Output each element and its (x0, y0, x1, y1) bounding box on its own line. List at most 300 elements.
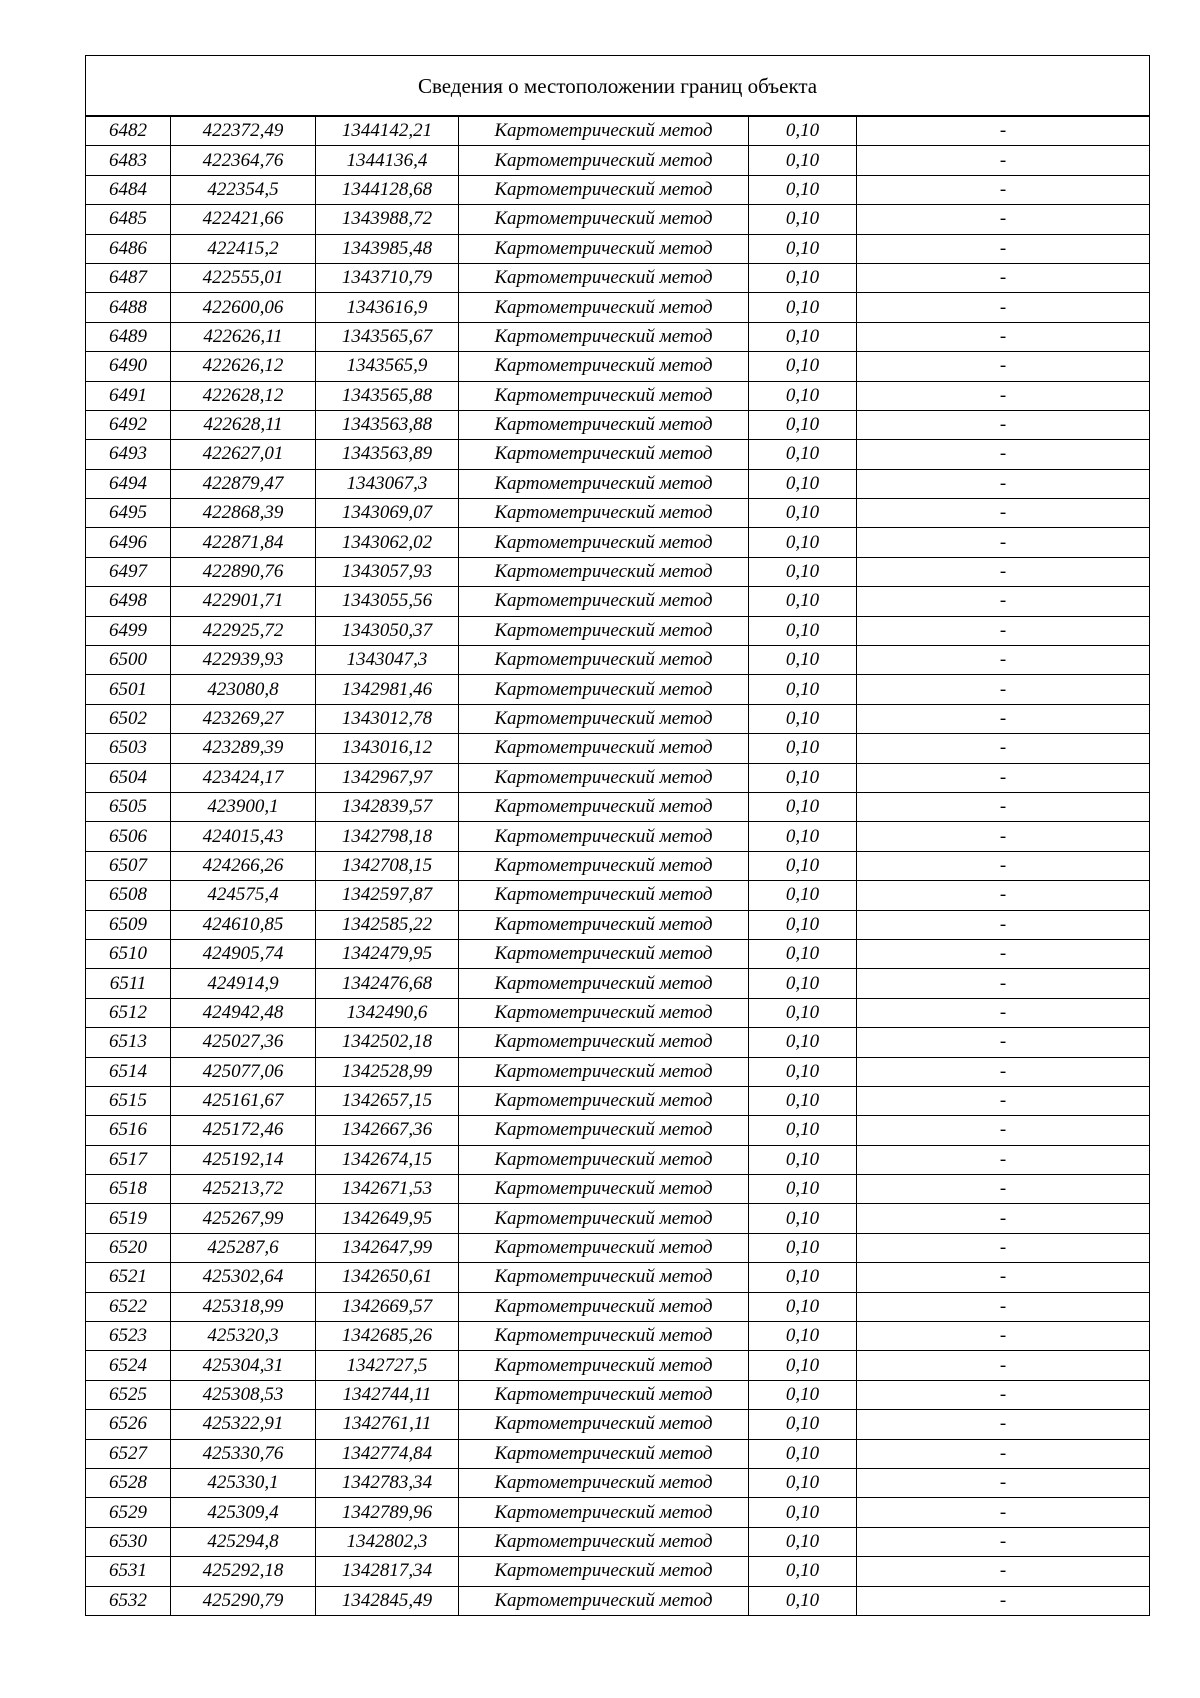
method-cell: Картометрический метод (459, 205, 749, 234)
description-cell: - (857, 263, 1150, 292)
point-number-cell: 6518 (86, 1175, 171, 1204)
point-number-cell: 6528 (86, 1468, 171, 1497)
description-cell: - (857, 910, 1150, 939)
y-coordinate-cell: 1342528,99 (316, 1057, 459, 1086)
table-row (86, 704, 1150, 733)
table-body (86, 56, 1150, 1616)
accuracy-cell: 0,10 (749, 675, 857, 704)
method-cell: Картометрический метод (459, 263, 749, 292)
accuracy-cell: 0,10 (749, 1175, 857, 1204)
table-row (86, 822, 1150, 851)
accuracy-cell: 0,10 (749, 440, 857, 469)
table-row (86, 1351, 1150, 1380)
method-cell: Картометрический метод (459, 704, 749, 733)
y-coordinate-cell: 1342774,84 (316, 1439, 459, 1468)
method-cell: Картометрический метод (459, 1322, 749, 1351)
table-row (86, 1028, 1150, 1057)
y-coordinate-cell: 1343563,88 (316, 410, 459, 439)
x-coordinate-cell: 422901,71 (171, 587, 316, 616)
method-cell: Картометрический метод (459, 1380, 749, 1409)
method-cell: Картометрический метод (459, 116, 749, 146)
accuracy-cell: 0,10 (749, 1586, 857, 1615)
method-cell: Картометрический метод (459, 1116, 749, 1145)
point-number-cell: 6483 (86, 146, 171, 175)
method-cell: Картометрический метод (459, 881, 749, 910)
x-coordinate-cell: 425318,99 (171, 1292, 316, 1321)
accuracy-cell: 0,10 (749, 998, 857, 1027)
y-coordinate-cell: 1342839,57 (316, 792, 459, 821)
description-cell: - (857, 1410, 1150, 1439)
table-row (86, 969, 1150, 998)
x-coordinate-cell: 425309,4 (171, 1498, 316, 1527)
accuracy-cell: 0,10 (749, 263, 857, 292)
accuracy-cell: 0,10 (749, 1028, 857, 1057)
table-row (86, 646, 1150, 675)
method-cell: Картометрический метод (459, 587, 749, 616)
x-coordinate-cell: 423289,39 (171, 734, 316, 763)
y-coordinate-cell: 1343067,3 (316, 469, 459, 498)
description-cell: - (857, 1116, 1150, 1145)
x-coordinate-cell: 425077,06 (171, 1057, 316, 1086)
x-coordinate-cell: 425330,76 (171, 1439, 316, 1468)
description-cell: - (857, 293, 1150, 322)
method-cell: Картометрический метод (459, 293, 749, 322)
point-number-cell: 6493 (86, 440, 171, 469)
table-row (86, 440, 1150, 469)
description-cell: - (857, 1175, 1150, 1204)
point-number-cell: 6525 (86, 1380, 171, 1409)
description-cell: - (857, 881, 1150, 910)
x-coordinate-cell: 425213,72 (171, 1175, 316, 1204)
description-cell: - (857, 792, 1150, 821)
y-coordinate-cell: 1343985,48 (316, 234, 459, 263)
x-coordinate-cell: 422626,12 (171, 352, 316, 381)
table-row (86, 1439, 1150, 1468)
y-coordinate-cell: 1342798,18 (316, 822, 459, 851)
table-row (86, 410, 1150, 439)
description-cell: - (857, 116, 1150, 146)
table-row (86, 1380, 1150, 1409)
description-cell: - (857, 528, 1150, 557)
table-row (86, 205, 1150, 234)
point-number-cell: 6500 (86, 646, 171, 675)
y-coordinate-cell: 1342802,3 (316, 1527, 459, 1556)
table-row (86, 1086, 1150, 1115)
accuracy-cell: 0,10 (749, 704, 857, 733)
point-number-cell: 6497 (86, 557, 171, 586)
y-coordinate-cell: 1342585,22 (316, 910, 459, 939)
description-cell: - (857, 1263, 1150, 1292)
table-row (86, 1468, 1150, 1497)
point-number-cell: 6495 (86, 499, 171, 528)
table-row (86, 293, 1150, 322)
table-row (86, 1322, 1150, 1351)
y-coordinate-cell: 1342597,87 (316, 881, 459, 910)
method-cell: Картометрический метод (459, 1439, 749, 1468)
point-number-cell: 6490 (86, 352, 171, 381)
y-coordinate-cell: 1342674,15 (316, 1145, 459, 1174)
accuracy-cell: 0,10 (749, 322, 857, 351)
point-number-cell: 6526 (86, 1410, 171, 1439)
description-cell: - (857, 1145, 1150, 1174)
point-number-cell: 6512 (86, 998, 171, 1027)
y-coordinate-cell: 1342817,34 (316, 1557, 459, 1586)
description-cell: - (857, 646, 1150, 675)
y-coordinate-cell: 1343016,12 (316, 734, 459, 763)
x-coordinate-cell: 425292,18 (171, 1557, 316, 1586)
accuracy-cell: 0,10 (749, 646, 857, 675)
description-cell: - (857, 381, 1150, 410)
accuracy-cell: 0,10 (749, 763, 857, 792)
x-coordinate-cell: 424266,26 (171, 851, 316, 880)
x-coordinate-cell: 424905,74 (171, 939, 316, 968)
description-cell: - (857, 763, 1150, 792)
table-row (86, 998, 1150, 1027)
accuracy-cell: 0,10 (749, 1145, 857, 1174)
x-coordinate-cell: 425304,31 (171, 1351, 316, 1380)
accuracy-cell: 0,10 (749, 1116, 857, 1145)
table-row (86, 1527, 1150, 1556)
y-coordinate-cell: 1343565,9 (316, 352, 459, 381)
point-number-cell: 6513 (86, 1028, 171, 1057)
description-cell: - (857, 1557, 1150, 1586)
x-coordinate-cell: 425290,79 (171, 1586, 316, 1615)
method-cell: Картометрический метод (459, 851, 749, 880)
x-coordinate-cell: 423269,27 (171, 704, 316, 733)
x-coordinate-cell: 422421,66 (171, 205, 316, 234)
point-number-cell: 6503 (86, 734, 171, 763)
accuracy-cell: 0,10 (749, 851, 857, 880)
method-cell: Картометрический метод (459, 440, 749, 469)
description-cell: - (857, 499, 1150, 528)
table-row (86, 557, 1150, 586)
method-cell: Картометрический метод (459, 763, 749, 792)
point-number-cell: 6531 (86, 1557, 171, 1586)
description-cell: - (857, 469, 1150, 498)
point-number-cell: 6492 (86, 410, 171, 439)
accuracy-cell: 0,10 (749, 1439, 857, 1468)
accuracy-cell: 0,10 (749, 1527, 857, 1556)
y-coordinate-cell: 1342761,11 (316, 1410, 459, 1439)
x-coordinate-cell: 422868,39 (171, 499, 316, 528)
method-cell: Картометрический метод (459, 410, 749, 439)
y-coordinate-cell: 1344142,21 (316, 116, 459, 146)
x-coordinate-cell: 425192,14 (171, 1145, 316, 1174)
table-row (86, 910, 1150, 939)
method-cell: Картометрический метод (459, 1204, 749, 1233)
description-cell: - (857, 616, 1150, 645)
y-coordinate-cell: 1342650,61 (316, 1263, 459, 1292)
x-coordinate-cell: 424914,9 (171, 969, 316, 998)
description-cell: - (857, 1233, 1150, 1262)
x-coordinate-cell: 422627,01 (171, 440, 316, 469)
y-coordinate-cell: 1342502,18 (316, 1028, 459, 1057)
x-coordinate-cell: 425302,64 (171, 1263, 316, 1292)
method-cell: Картометрический метод (459, 499, 749, 528)
table-title: Сведения о местоположении границ объекта (86, 56, 1150, 117)
accuracy-cell: 0,10 (749, 469, 857, 498)
x-coordinate-cell: 425267,99 (171, 1204, 316, 1233)
point-number-cell: 6498 (86, 587, 171, 616)
table-row (86, 1204, 1150, 1233)
table-row (86, 116, 1150, 146)
point-number-cell: 6482 (86, 116, 171, 146)
description-cell: - (857, 704, 1150, 733)
table-row (86, 1498, 1150, 1527)
accuracy-cell: 0,10 (749, 234, 857, 263)
point-number-cell: 6516 (86, 1116, 171, 1145)
x-coordinate-cell: 424575,4 (171, 881, 316, 910)
table-row (86, 587, 1150, 616)
method-cell: Картометрический метод (459, 675, 749, 704)
description-cell: - (857, 1086, 1150, 1115)
method-cell: Картометрический метод (459, 1351, 749, 1380)
y-coordinate-cell: 1342967,97 (316, 763, 459, 792)
method-cell: Картометрический метод (459, 175, 749, 204)
y-coordinate-cell: 1343616,9 (316, 293, 459, 322)
table-row (86, 381, 1150, 410)
description-cell: - (857, 1351, 1150, 1380)
description-cell: - (857, 969, 1150, 998)
description-cell: - (857, 205, 1150, 234)
y-coordinate-cell: 1343069,07 (316, 499, 459, 528)
accuracy-cell: 0,10 (749, 1468, 857, 1497)
accuracy-cell: 0,10 (749, 1292, 857, 1321)
method-cell: Картометрический метод (459, 322, 749, 351)
description-cell: - (857, 1292, 1150, 1321)
x-coordinate-cell: 422364,76 (171, 146, 316, 175)
x-coordinate-cell: 425027,36 (171, 1028, 316, 1057)
table-row (86, 1586, 1150, 1615)
description-cell: - (857, 1204, 1150, 1233)
method-cell: Картометрический метод (459, 822, 749, 851)
accuracy-cell: 0,10 (749, 1204, 857, 1233)
table-row (86, 352, 1150, 381)
y-coordinate-cell: 1343565,88 (316, 381, 459, 410)
x-coordinate-cell: 425330,1 (171, 1468, 316, 1497)
method-cell: Картометрический метод (459, 734, 749, 763)
accuracy-cell: 0,10 (749, 587, 857, 616)
x-coordinate-cell: 425172,46 (171, 1116, 316, 1145)
table-row (86, 1116, 1150, 1145)
x-coordinate-cell: 422628,11 (171, 410, 316, 439)
point-number-cell: 6501 (86, 675, 171, 704)
table-row (86, 1410, 1150, 1439)
y-coordinate-cell: 1342649,95 (316, 1204, 459, 1233)
y-coordinate-cell: 1342727,5 (316, 1351, 459, 1380)
method-cell: Картометрический метод (459, 1527, 749, 1556)
accuracy-cell: 0,10 (749, 410, 857, 439)
point-number-cell: 6522 (86, 1292, 171, 1321)
point-number-cell: 6496 (86, 528, 171, 557)
point-number-cell: 6517 (86, 1145, 171, 1174)
point-number-cell: 6487 (86, 263, 171, 292)
method-cell: Картометрический метод (459, 469, 749, 498)
point-number-cell: 6504 (86, 763, 171, 792)
accuracy-cell: 0,10 (749, 116, 857, 146)
x-coordinate-cell: 422879,47 (171, 469, 316, 498)
accuracy-cell: 0,10 (749, 1233, 857, 1262)
accuracy-cell: 0,10 (749, 616, 857, 645)
description-cell: - (857, 939, 1150, 968)
method-cell: Картометрический метод (459, 646, 749, 675)
y-coordinate-cell: 1342657,15 (316, 1086, 459, 1115)
y-coordinate-cell: 1343057,93 (316, 557, 459, 586)
y-coordinate-cell: 1342981,46 (316, 675, 459, 704)
method-cell: Картометрический метод (459, 998, 749, 1027)
accuracy-cell: 0,10 (749, 1380, 857, 1409)
method-cell: Картометрический метод (459, 234, 749, 263)
point-number-cell: 6499 (86, 616, 171, 645)
method-cell: Картометрический метод (459, 1145, 749, 1174)
description-cell: - (857, 1322, 1150, 1351)
description-cell: - (857, 1380, 1150, 1409)
method-cell: Картометрический метод (459, 381, 749, 410)
accuracy-cell: 0,10 (749, 1557, 857, 1586)
accuracy-cell: 0,10 (749, 939, 857, 968)
table-row (86, 851, 1150, 880)
point-number-cell: 6529 (86, 1498, 171, 1527)
x-coordinate-cell: 422939,93 (171, 646, 316, 675)
description-cell: - (857, 1527, 1150, 1556)
point-number-cell: 6527 (86, 1439, 171, 1468)
point-number-cell: 6485 (86, 205, 171, 234)
table-row (86, 939, 1150, 968)
accuracy-cell: 0,10 (749, 1057, 857, 1086)
description-cell: - (857, 322, 1150, 351)
description-cell: - (857, 1498, 1150, 1527)
table-row (86, 499, 1150, 528)
description-cell: - (857, 734, 1150, 763)
description-cell: - (857, 1439, 1150, 1468)
point-number-cell: 6494 (86, 469, 171, 498)
x-coordinate-cell: 422626,11 (171, 322, 316, 351)
accuracy-cell: 0,10 (749, 352, 857, 381)
y-coordinate-cell: 1344136,4 (316, 146, 459, 175)
y-coordinate-cell: 1342669,57 (316, 1292, 459, 1321)
x-coordinate-cell: 425287,6 (171, 1233, 316, 1262)
description-cell: - (857, 675, 1150, 704)
point-number-cell: 6508 (86, 881, 171, 910)
method-cell: Картометрический метод (459, 1057, 749, 1086)
accuracy-cell: 0,10 (749, 1263, 857, 1292)
point-number-cell: 6514 (86, 1057, 171, 1086)
description-cell: - (857, 557, 1150, 586)
method-cell: Картометрический метод (459, 352, 749, 381)
description-cell: - (857, 851, 1150, 880)
table-row (86, 792, 1150, 821)
description-cell: - (857, 1028, 1150, 1057)
x-coordinate-cell: 422925,72 (171, 616, 316, 645)
table-row (86, 175, 1150, 204)
method-cell: Картометрический метод (459, 616, 749, 645)
table-row (86, 322, 1150, 351)
accuracy-cell: 0,10 (749, 557, 857, 586)
y-coordinate-cell: 1342667,36 (316, 1116, 459, 1145)
accuracy-cell: 0,10 (749, 381, 857, 410)
x-coordinate-cell: 423900,1 (171, 792, 316, 821)
point-number-cell: 6484 (86, 175, 171, 204)
y-coordinate-cell: 1342647,99 (316, 1233, 459, 1262)
table-row (86, 528, 1150, 557)
method-cell: Картометрический метод (459, 792, 749, 821)
method-cell: Картометрический метод (459, 1175, 749, 1204)
y-coordinate-cell: 1343047,3 (316, 646, 459, 675)
description-cell: - (857, 822, 1150, 851)
y-coordinate-cell: 1342783,34 (316, 1468, 459, 1497)
x-coordinate-cell: 425322,91 (171, 1410, 316, 1439)
method-cell: Картометрический метод (459, 1233, 749, 1262)
point-number-cell: 6532 (86, 1586, 171, 1615)
description-cell: - (857, 587, 1150, 616)
point-number-cell: 6488 (86, 293, 171, 322)
table-row (86, 1145, 1150, 1174)
x-coordinate-cell: 424610,85 (171, 910, 316, 939)
y-coordinate-cell: 1343710,79 (316, 263, 459, 292)
description-cell: - (857, 175, 1150, 204)
x-coordinate-cell: 425320,3 (171, 1322, 316, 1351)
table-row (86, 675, 1150, 704)
table-row (86, 234, 1150, 263)
table-row (86, 616, 1150, 645)
method-cell: Картометрический метод (459, 146, 749, 175)
point-number-cell: 6519 (86, 1204, 171, 1233)
point-number-cell: 6511 (86, 969, 171, 998)
x-coordinate-cell: 422372,49 (171, 116, 316, 146)
description-cell: - (857, 1468, 1150, 1497)
y-coordinate-cell: 1344128,68 (316, 175, 459, 204)
table-row (86, 469, 1150, 498)
method-cell: Картометрический метод (459, 1028, 749, 1057)
point-number-cell: 6486 (86, 234, 171, 263)
method-cell: Картометрический метод (459, 1586, 749, 1615)
y-coordinate-cell: 1342671,53 (316, 1175, 459, 1204)
description-cell: - (857, 410, 1150, 439)
point-number-cell: 6489 (86, 322, 171, 351)
method-cell: Картометрический метод (459, 910, 749, 939)
x-coordinate-cell: 422871,84 (171, 528, 316, 557)
accuracy-cell: 0,10 (749, 910, 857, 939)
accuracy-cell: 0,10 (749, 1322, 857, 1351)
accuracy-cell: 0,10 (749, 734, 857, 763)
table-row (86, 1292, 1150, 1321)
description-cell: - (857, 440, 1150, 469)
x-coordinate-cell: 423080,8 (171, 675, 316, 704)
accuracy-cell: 0,10 (749, 205, 857, 234)
point-number-cell: 6510 (86, 939, 171, 968)
x-coordinate-cell: 424015,43 (171, 822, 316, 851)
x-coordinate-cell: 422555,01 (171, 263, 316, 292)
y-coordinate-cell: 1342789,96 (316, 1498, 459, 1527)
point-number-cell: 6509 (86, 910, 171, 939)
point-number-cell: 6524 (86, 1351, 171, 1380)
accuracy-cell: 0,10 (749, 175, 857, 204)
accuracy-cell: 0,10 (749, 1351, 857, 1380)
x-coordinate-cell: 422354,5 (171, 175, 316, 204)
y-coordinate-cell: 1343055,56 (316, 587, 459, 616)
y-coordinate-cell: 1342685,26 (316, 1322, 459, 1351)
accuracy-cell: 0,10 (749, 881, 857, 910)
point-number-cell: 6505 (86, 792, 171, 821)
boundary-coordinates-table (85, 55, 1150, 1616)
method-cell: Картометрический метод (459, 1557, 749, 1586)
accuracy-cell: 0,10 (749, 1498, 857, 1527)
x-coordinate-cell: 425294,8 (171, 1527, 316, 1556)
method-cell: Картометрический метод (459, 1498, 749, 1527)
y-coordinate-cell: 1343062,02 (316, 528, 459, 557)
description-cell: - (857, 998, 1150, 1027)
title-row (86, 56, 1150, 117)
